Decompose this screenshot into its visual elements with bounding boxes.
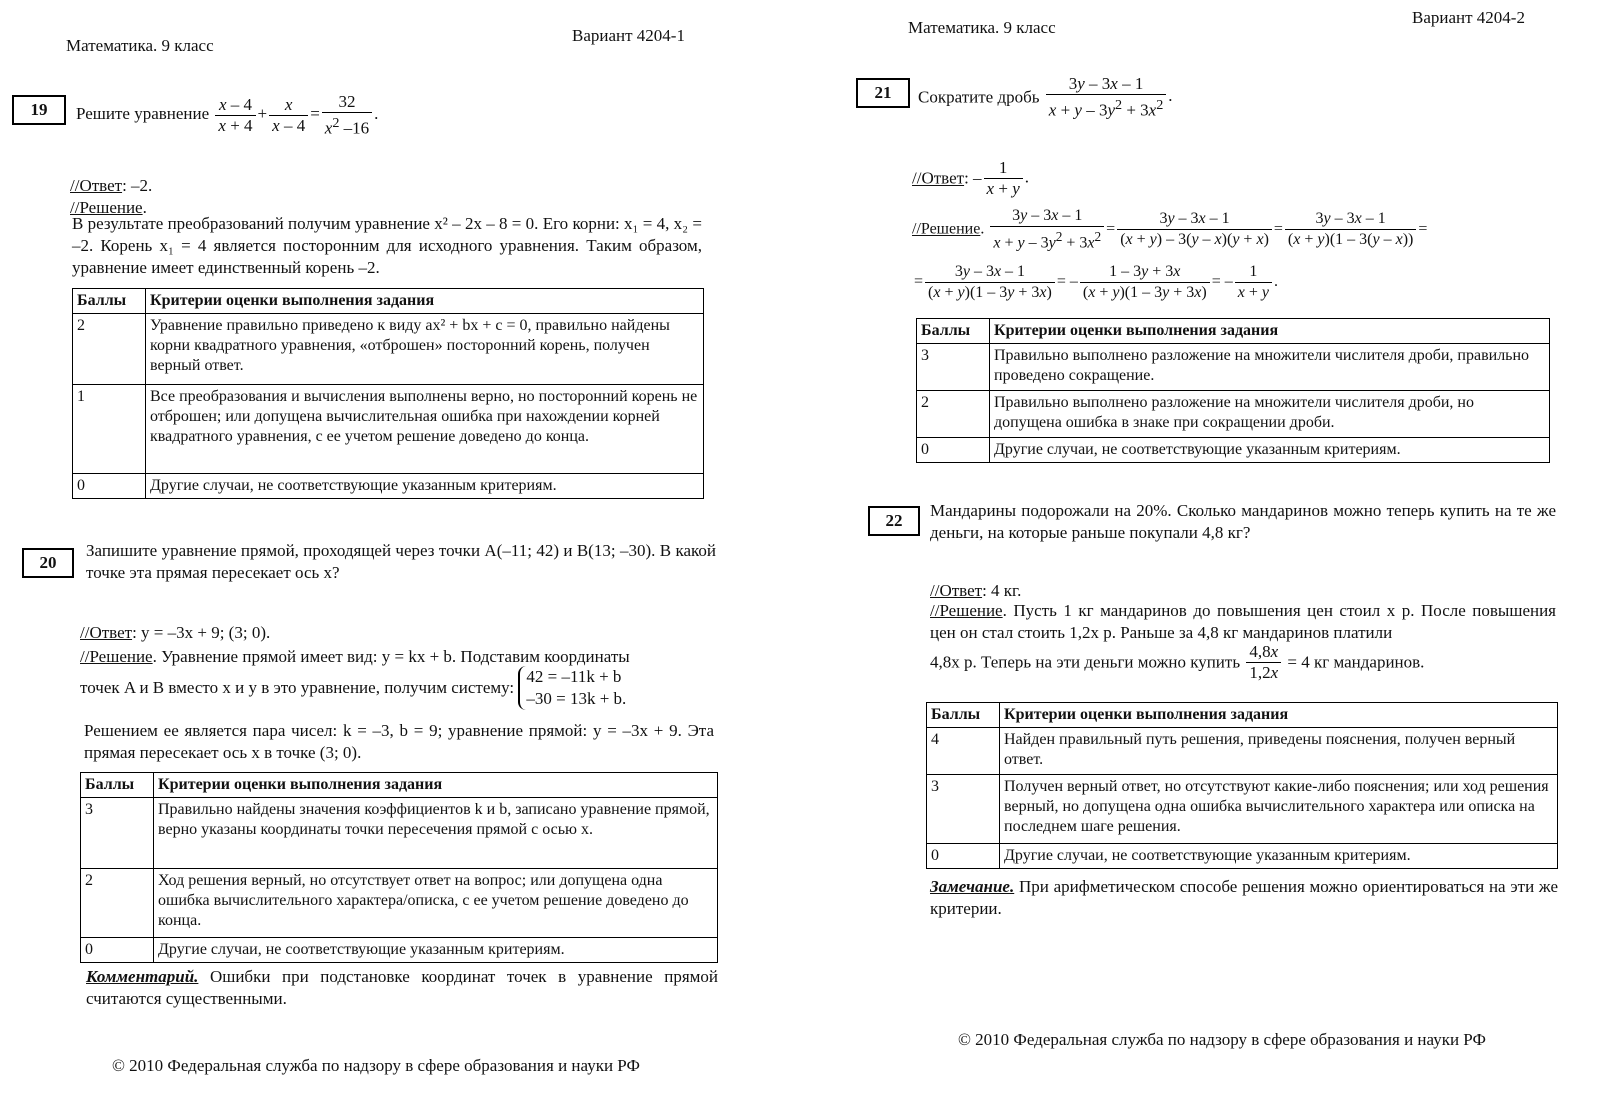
table-header-row <box>73 289 704 314</box>
task21-prompt: Сократите дробь $\frac{3y - 3x - 1}{x + y - 3y^2 + 3x^2}$ . <box>918 74 1173 120</box>
copyright-footer: © 2010 Федеральная служба по надзору в сфере образования и науки РФ <box>958 1030 1486 1049</box>
answer-label: //Ответ <box>70 176 123 195</box>
right-page <box>820 0 1600 1105</box>
header-points: Баллы <box>917 319 990 344</box>
row-points: 0 <box>927 844 1000 869</box>
task20-solution-line1 <box>80 646 720 668</box>
table-header-row <box>917 319 1550 344</box>
task22-remark <box>930 876 1558 920</box>
answer-label: //Ответ <box>930 581 983 600</box>
system-eq-2: –30 = 13k + b. <box>526 689 627 708</box>
task19-criteria-table <box>72 288 704 499</box>
task19-solution-text: В результате преобразований получим уравнение x² – 2x – 8 = 0. Его корни: x₁ = 4, x₂ = –2. Корень x₁ = 4 является посторонним для исходного уравнения. Таким образом, уравнение имеет единственный корень –2. <box>72 214 702 277</box>
task-number: 19 <box>12 95 66 125</box>
table-row <box>917 344 1550 391</box>
table-row <box>927 844 1558 869</box>
row-points: 3 <box>917 344 990 391</box>
remark-text: При арифметическом способе решения можно ориентироваться на эти же критерии. <box>930 877 1558 918</box>
task19-prompt-text: Решите уравнение <box>76 104 210 124</box>
remark-label: Замечание. <box>930 877 1015 896</box>
answer-label: //Ответ <box>80 623 133 642</box>
task21-answer: //Ответ: – $\frac{1}{x + y}$ . <box>912 158 1029 198</box>
copyright-footer: © 2010 Федеральная служба по надзору в сфере образования и науки РФ <box>112 1056 640 1075</box>
row-criteria: Правильно выполнено разложение на множители числителя дроби, но допущена ошибка в знаке при сокращении дроби. <box>990 391 1550 438</box>
header-points: Баллы <box>73 289 146 314</box>
answer-value: : 4 кг. <box>982 581 1022 600</box>
task22-criteria-table <box>926 702 1558 869</box>
header-points: Баллы <box>927 703 1000 728</box>
task19-solution-label: //Решение. <box>70 198 147 217</box>
solution-text: . Пусть 1 кг мандаринов до повышения цен стоил x р. После повышения цен он стал стоить 1,2x р. Раньше за 4,8 кг мандаринов платили <box>930 601 1556 642</box>
answer-value: : –2. <box>122 176 153 195</box>
row-criteria: Найден правильный путь решения, приведены пояснения, получен верный ответ. <box>1000 728 1558 775</box>
equation-system <box>518 666 626 710</box>
table-row <box>917 438 1550 463</box>
table-row <box>81 798 718 869</box>
row-points: 2 <box>73 314 146 385</box>
row-criteria: Другие случаи, не соответствующие указанным критериям. <box>154 938 718 963</box>
row-points: 0 <box>73 474 146 499</box>
task20-solution-line2 <box>80 666 720 710</box>
row-points: 3 <box>81 798 154 869</box>
header-criteria: Критерии оценки выполнения задания <box>1000 703 1558 728</box>
row-points: 3 <box>927 775 1000 844</box>
row-criteria: Другие случаи, не соответствующие указанным критериям. <box>1000 844 1558 869</box>
table-row <box>81 869 718 938</box>
task22-prompt: Мандарины подорожали на 20%. Сколько мандаринов можно теперь купить на те же деньги, на которые раньше покупали 4,8 кг? <box>930 501 1556 542</box>
variant-header: Вариант 4204-2 <box>1412 8 1525 27</box>
task20-comment <box>86 966 718 1010</box>
table-row <box>917 391 1550 438</box>
comment-label: Комментарий. <box>86 967 199 986</box>
solution-label: //Решение <box>912 220 981 238</box>
row-criteria: Другие случаи, не соответствующие указанным критериям. <box>146 474 704 499</box>
row-points: 4 <box>927 728 1000 775</box>
table-header-row <box>81 773 718 798</box>
header-criteria: Критерии оценки выполнения задания <box>154 773 718 798</box>
header-criteria: Критерии оценки выполнения задания <box>146 289 704 314</box>
task21-fraction: $\frac{3y - 3x - 1}{x + y - 3y^2 + 3x^2}$ <box>1046 74 1167 121</box>
left-page <box>0 0 790 1105</box>
solution-text: . Уравнение прямой имеет вид: y = kx + b. Подставим координаты <box>152 647 630 666</box>
header-criteria: Критерии оценки выполнения задания <box>990 319 1550 344</box>
answer-fraction: $\frac{1}{x + y}$ <box>984 158 1023 199</box>
solution-text: = 4 кг мандаринов. <box>1287 652 1425 672</box>
row-criteria: Получен верный ответ, но отсутствуют какие-либо пояснения; или ход решения верный, но допущена одна ошибка вычислительного характера или описка на последнем шаге решения. <box>1000 775 1558 844</box>
task21-solution: //Решение. $\frac{3y - 3x - 1}{x + y - 3y^2 + 3x^2}$ = $\frac{3y - 3x - 1}{(x + y) - 3(y - x)(y + x)}$ = $\frac{3y - 3x - 1}{(x + y)(1 - 3(y - x))}$ = <box>912 207 1428 252</box>
task22-solution <box>930 600 1556 644</box>
row-points: 0 <box>917 438 990 463</box>
variant-header: Вариант 4204-1 <box>572 26 685 45</box>
task21-prompt-text: Сократите дробь <box>918 87 1040 107</box>
table-row <box>73 314 704 385</box>
table-row <box>927 775 1558 844</box>
task21-criteria-table <box>916 318 1550 463</box>
subject-header: Математика. 9 класс <box>66 36 214 55</box>
table-row <box>73 474 704 499</box>
task19-prompt <box>76 92 716 139</box>
task-number: 20 <box>22 548 74 578</box>
task-number: 21 <box>856 78 910 108</box>
solution-label: //Решение <box>930 601 1003 620</box>
task19-answer <box>70 175 152 197</box>
row-points: 1 <box>73 385 146 474</box>
table-row <box>73 385 704 474</box>
row-criteria: Правильно найдены значения коэффициентов k и b, записано уравнение прямой, верно указаны координаты точки пересечения прямой с осью x. <box>154 798 718 869</box>
task22-solution-line2 <box>930 642 1556 683</box>
table-header-row <box>927 703 1558 728</box>
task20-criteria-table <box>80 772 718 963</box>
comment-text: Ошибки при подстановке координат точек в уравнение прямой считаются существенными. <box>86 967 718 1008</box>
solution-text: точек A и B вместо x и y в это уравнение, получим систему: <box>80 678 515 697</box>
system-eq-1: 42 = –11k + b <box>526 667 622 686</box>
row-criteria: Уравнение правильно приведено к виду ax² + bx + c = 0, правильно найдены корни квадратного уравнения, «отброшен» посторонний корень, получен верный ответ. <box>146 314 704 385</box>
task22-answer <box>930 580 1021 602</box>
row-criteria: Правильно выполнено разложение на множители числителя дроби, правильно проведено сокращение. <box>990 344 1550 391</box>
solution-label: //Решение <box>70 198 143 217</box>
task21-solution-line2: = $\frac{3y - 3x - 1}{(x + y)(1 - 3y + 3x)}$ = – $\frac{1 - 3y + 3x}{(x + y)(1 - 3y + 3x)}$ = – $\frac{1}{x + y}$ . <box>914 263 1278 301</box>
header-points: Баллы <box>81 773 154 798</box>
row-points: 2 <box>917 391 990 438</box>
row-criteria: Другие случаи, не соответствующие указанным критериям. <box>990 438 1550 463</box>
task19-equation: $\frac{x - 4}{x + 4}$ + $\frac{x}{x - 4}$ = $\frac{32}{x^2 -16}$ . <box>213 104 378 123</box>
task22-fraction: $\frac{4,8x}{1,2x}$ <box>1246 642 1281 683</box>
answer-value: : y = –3x + 9; (3; 0). <box>132 623 271 642</box>
answer-label: //Ответ <box>912 168 965 188</box>
solution-text: 4,8x р. Теперь на эти деньги можно купить <box>930 652 1241 672</box>
task20-solution-line3: Решением ее является пара чисел: k = –3, b = 9; уравнение прямой: y = –3x + 9. Эта прямая пересекает ось x в точке (3; 0). <box>84 721 714 762</box>
task20-prompt: Запишите уравнение прямой, проходящей через точки A(–11; 42) и B(13; –30). В какой точке эта прямая пересекает ось x? <box>86 541 716 582</box>
task20-answer <box>80 622 270 644</box>
row-points: 2 <box>81 869 154 938</box>
row-points: 0 <box>81 938 154 963</box>
table-row <box>81 938 718 963</box>
solution-label: //Решение <box>80 647 153 666</box>
subject-header: Математика. 9 класс <box>908 18 1056 37</box>
task-number: 22 <box>868 506 920 536</box>
row-criteria: Ход решения верный, но отсутствует ответ на вопрос; или допущена одна ошибка вычислительного характера/описка, с ее учетом решение доведено до конца. <box>154 869 718 938</box>
row-criteria: Все преобразования и вычисления выполнены верно, но посторонний корень не отброшен; или допущена вычислительная ошибка при нахождении корней квадратного уравнения, с ее учетом решение доведено до конца. <box>146 385 704 474</box>
table-row <box>927 728 1558 775</box>
